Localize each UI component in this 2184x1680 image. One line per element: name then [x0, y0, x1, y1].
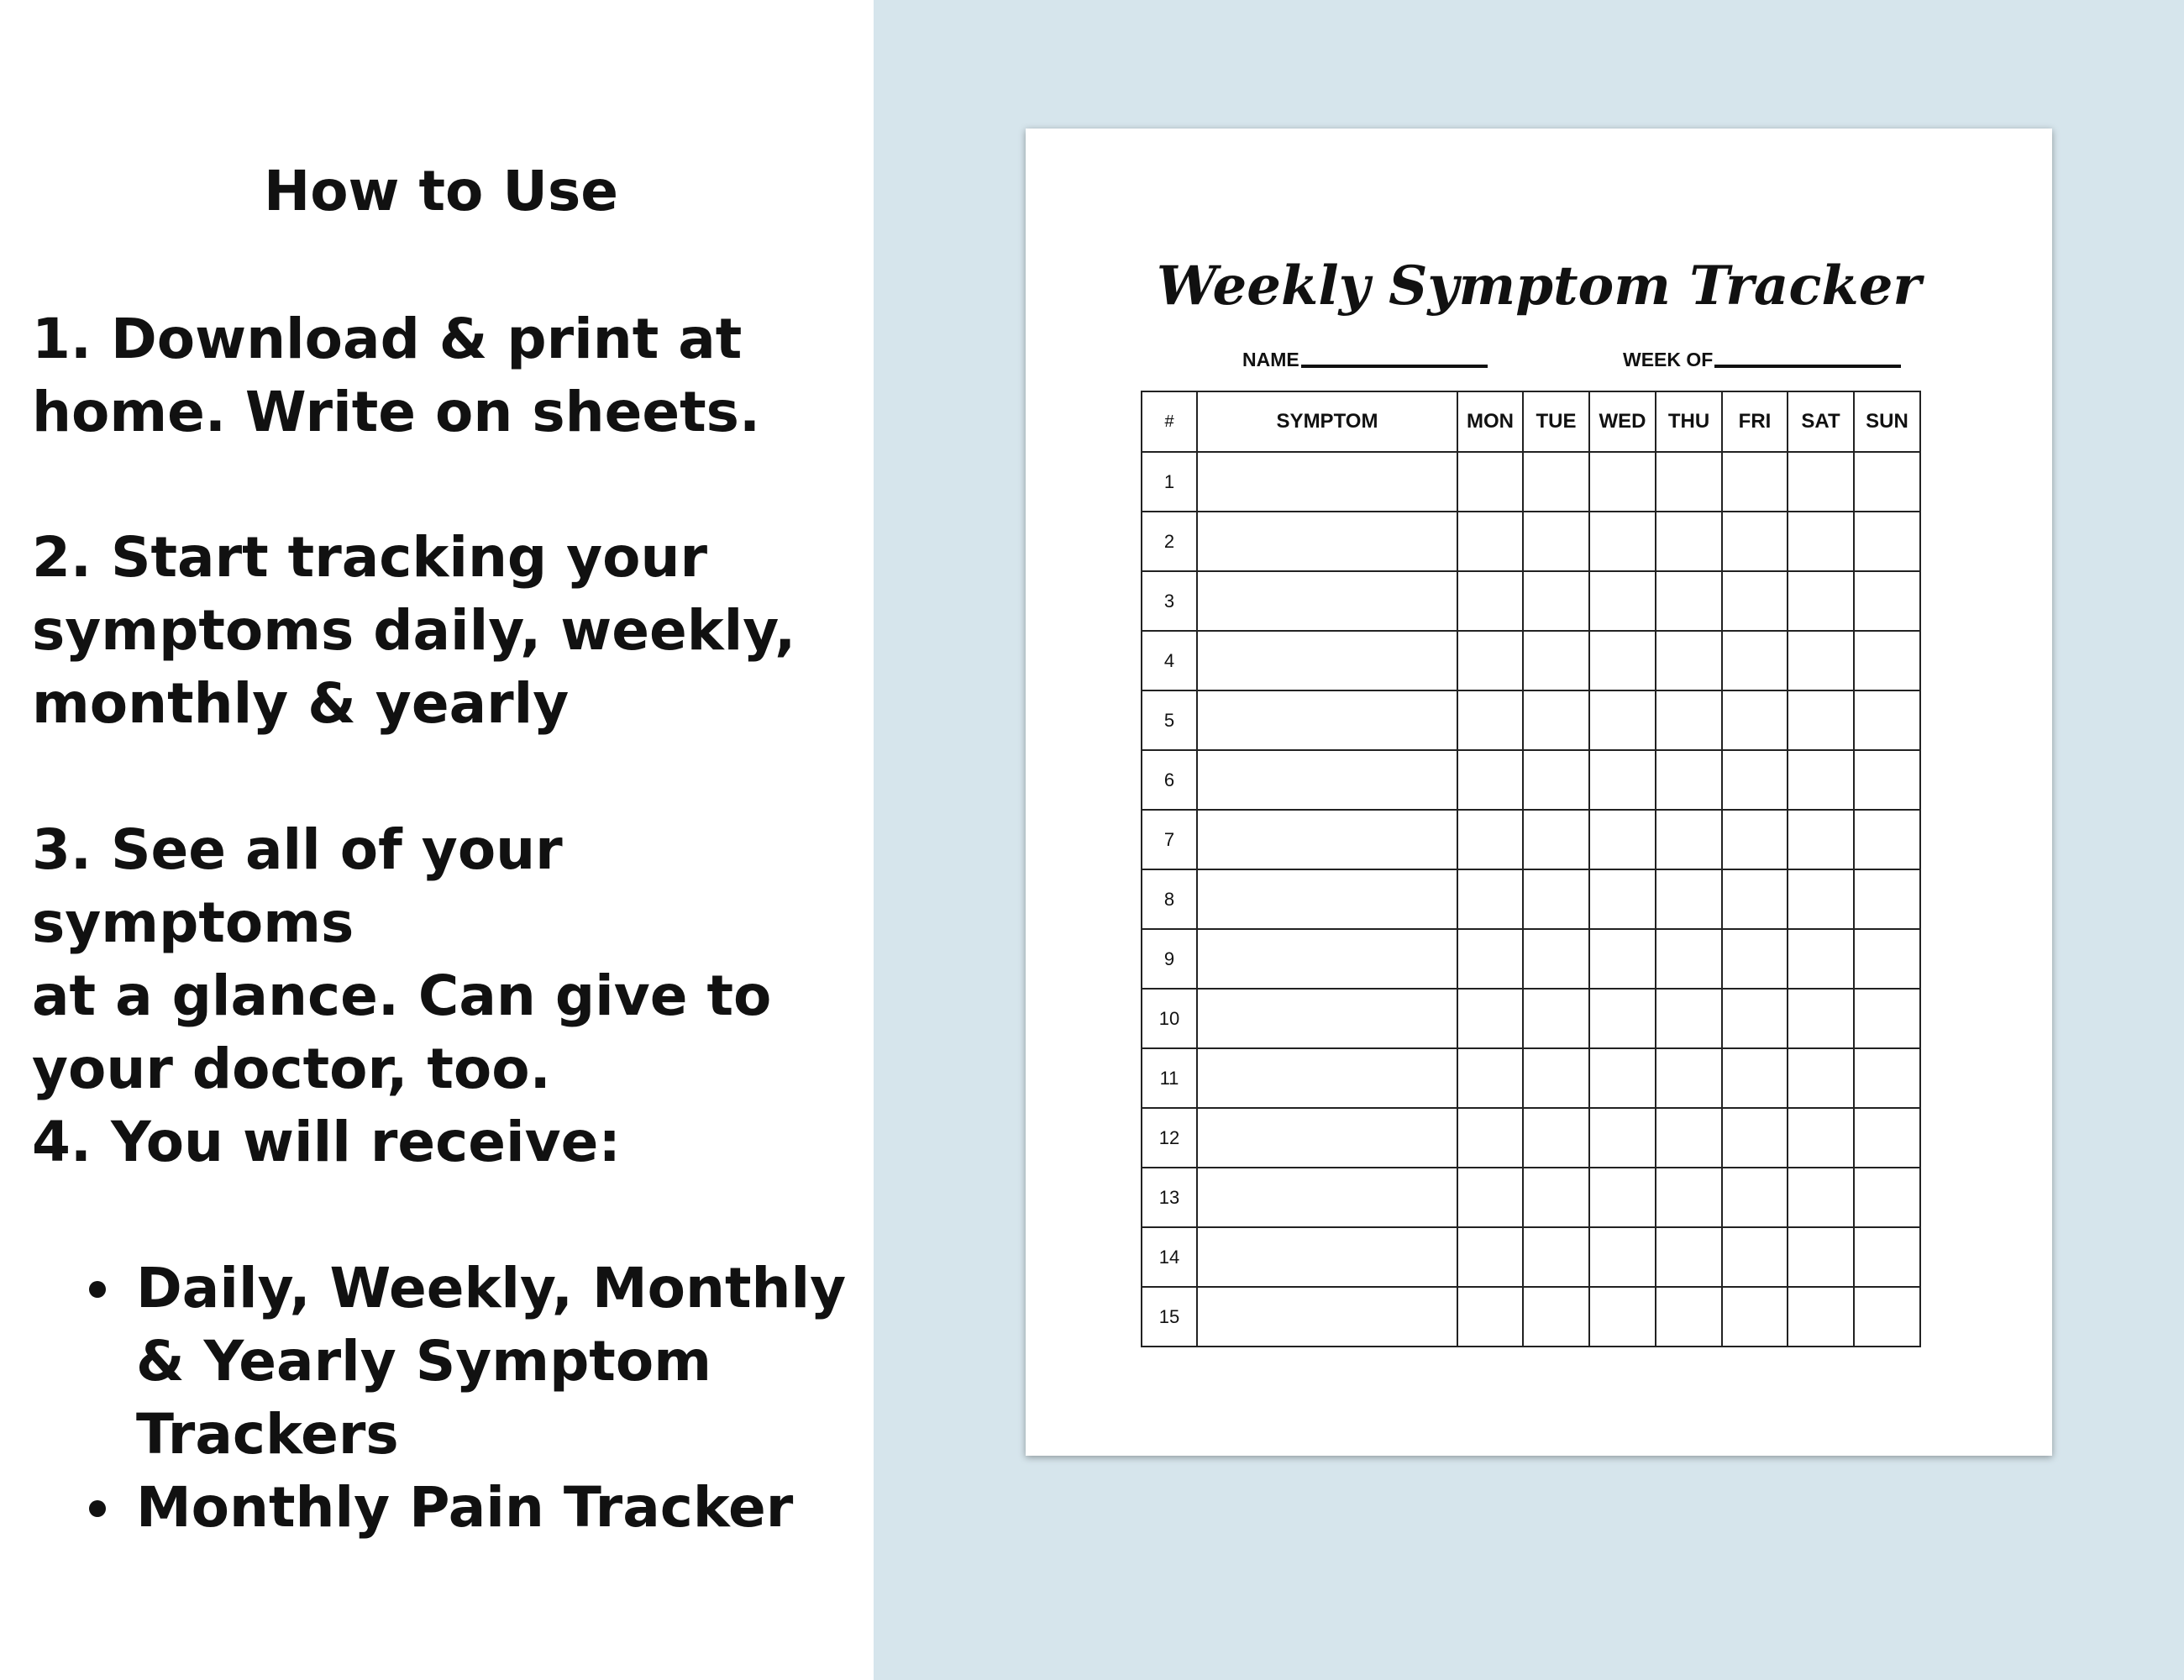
day-cell [1656, 631, 1722, 690]
day-cell [1457, 690, 1523, 750]
table-row [1142, 929, 1920, 989]
day-cell [1589, 869, 1656, 929]
day-cell [1656, 1227, 1722, 1287]
day-cell [1788, 571, 1854, 631]
day-cell [1523, 929, 1589, 989]
row-number: 14 [1142, 1227, 1197, 1287]
symptom-cell [1197, 869, 1457, 929]
day-cell [1722, 1108, 1788, 1168]
symptom-cell [1197, 810, 1457, 869]
row-number: 10 [1142, 989, 1197, 1048]
day-cell [1854, 571, 1920, 631]
week-of-blank-line [1714, 365, 1901, 368]
column-header-symptom: SYMPTOM [1197, 391, 1457, 452]
day-cell [1722, 571, 1788, 631]
bullet-icon [89, 1500, 106, 1517]
table-row [1142, 1108, 1920, 1168]
day-cell [1788, 512, 1854, 571]
day-cell [1722, 690, 1788, 750]
day-cell [1854, 929, 1920, 989]
column-header-sun: SUN [1854, 391, 1920, 452]
table-body [1142, 452, 1920, 1347]
table-header-row [1142, 391, 1920, 452]
day-cell [1523, 631, 1589, 690]
row-number: 11 [1142, 1048, 1197, 1108]
step-line: 4. You will receive: [32, 1110, 621, 1174]
week-of-field [1623, 343, 1901, 371]
table-row [1142, 1048, 1920, 1108]
day-cell [1788, 929, 1854, 989]
symptom-cell [1197, 631, 1457, 690]
day-cell [1788, 1227, 1854, 1287]
table-row [1142, 1287, 1920, 1347]
day-cell [1722, 869, 1788, 929]
day-cell [1788, 1168, 1854, 1227]
day-cell [1589, 810, 1656, 869]
receive-list [84, 1252, 874, 1544]
day-cell [1722, 1287, 1788, 1347]
symptom-cell [1197, 1108, 1457, 1168]
sheet-title: Weekly Symptom Tracker [1156, 255, 1922, 318]
day-cell [1457, 1287, 1523, 1347]
step-line: your doctor, too. [32, 1037, 551, 1101]
day-cell [1656, 750, 1722, 810]
symptom-cell [1197, 1168, 1457, 1227]
row-number: 6 [1142, 750, 1197, 810]
table-row [1142, 512, 1920, 571]
table-row [1142, 571, 1920, 631]
row-number: 7 [1142, 810, 1197, 869]
day-cell [1656, 1108, 1722, 1168]
day-cell [1523, 810, 1589, 869]
day-cell [1854, 750, 1920, 810]
step-line: 1. Download & print at [32, 307, 743, 371]
day-cell [1722, 810, 1788, 869]
day-cell [1589, 512, 1656, 571]
symptom-cell [1197, 1287, 1457, 1347]
day-cell [1788, 1287, 1854, 1347]
day-cell [1656, 929, 1722, 989]
day-cell [1854, 452, 1920, 512]
day-cell [1589, 929, 1656, 989]
day-cell [1788, 1108, 1854, 1168]
day-cell [1523, 571, 1589, 631]
step-3 [32, 813, 872, 1105]
day-cell [1656, 1168, 1722, 1227]
symptom-cell [1197, 690, 1457, 750]
day-cell [1589, 1287, 1656, 1347]
row-number: 9 [1142, 929, 1197, 989]
day-cell [1788, 690, 1854, 750]
day-cell [1457, 929, 1523, 989]
instructions-panel [0, 0, 874, 1680]
day-cell [1589, 750, 1656, 810]
day-cell [1523, 690, 1589, 750]
day-cell [1589, 690, 1656, 750]
symptom-cell [1197, 512, 1457, 571]
symptom-cell [1197, 750, 1457, 810]
day-cell [1523, 512, 1589, 571]
day-cell [1589, 571, 1656, 631]
day-cell [1656, 989, 1722, 1048]
row-number: 8 [1142, 869, 1197, 929]
day-cell [1722, 631, 1788, 690]
day-cell [1523, 750, 1589, 810]
day-cell [1722, 1048, 1788, 1108]
day-cell [1656, 690, 1722, 750]
column-header-mon: MON [1457, 391, 1523, 452]
list-item [84, 1471, 874, 1544]
day-cell [1589, 1227, 1656, 1287]
day-cell [1656, 452, 1722, 512]
symptom-cell [1197, 571, 1457, 631]
symptom-cell [1197, 929, 1457, 989]
day-cell [1854, 1108, 1920, 1168]
bullet-icon [89, 1281, 106, 1298]
day-cell [1523, 869, 1589, 929]
day-cell [1854, 989, 1920, 1048]
day-cell [1656, 512, 1722, 571]
day-cell [1788, 869, 1854, 929]
list-item-line: & Yearly Symptom [136, 1329, 711, 1394]
day-cell [1457, 1227, 1523, 1287]
table-row [1142, 631, 1920, 690]
table-row [1142, 989, 1920, 1048]
day-cell [1854, 869, 1920, 929]
step-line: home. Write on sheets. [32, 380, 761, 444]
symptom-cell [1197, 1048, 1457, 1108]
name-label: NAME [1242, 349, 1299, 370]
table-row [1142, 869, 1920, 929]
day-cell [1589, 989, 1656, 1048]
day-cell [1656, 810, 1722, 869]
step-1 [32, 302, 872, 449]
day-cell [1854, 1048, 1920, 1108]
symptom-cell [1197, 1227, 1457, 1287]
day-cell [1854, 810, 1920, 869]
column-header-tue: TUE [1523, 391, 1589, 452]
step-2 [32, 521, 872, 740]
column-header-number: # [1142, 391, 1197, 452]
name-blank-line [1301, 365, 1488, 368]
day-cell [1457, 810, 1523, 869]
day-cell [1722, 452, 1788, 512]
day-cell [1523, 1168, 1589, 1227]
day-cell [1457, 452, 1523, 512]
day-cell [1523, 1108, 1589, 1168]
day-cell [1854, 690, 1920, 750]
table-row [1142, 1227, 1920, 1287]
day-cell [1656, 869, 1722, 929]
day-cell [1457, 750, 1523, 810]
day-cell [1589, 1108, 1656, 1168]
list-item-line: Daily, Weekly, Monthly [136, 1256, 847, 1320]
day-cell [1854, 1168, 1920, 1227]
day-cell [1589, 452, 1656, 512]
list-item-line: Monthly Pain Tracker [136, 1475, 794, 1540]
table-row [1142, 1168, 1920, 1227]
day-cell [1589, 1168, 1656, 1227]
column-header-wed: WED [1589, 391, 1656, 452]
step-line: 3. See all of your symptoms [32, 817, 563, 955]
symptom-cell [1197, 989, 1457, 1048]
step-4 [32, 1105, 872, 1179]
day-cell [1854, 631, 1920, 690]
day-cell [1722, 750, 1788, 810]
tracker-sheet-preview [1026, 129, 2052, 1456]
day-cell [1722, 1227, 1788, 1287]
table-row [1142, 810, 1920, 869]
how-to-use-title: How to Use [263, 159, 619, 223]
row-number: 1 [1142, 452, 1197, 512]
day-cell [1457, 512, 1523, 571]
name-field [1242, 343, 1488, 371]
day-cell [1589, 631, 1656, 690]
row-number: 12 [1142, 1108, 1197, 1168]
day-cell [1722, 989, 1788, 1048]
table-row [1142, 750, 1920, 810]
day-cell [1788, 452, 1854, 512]
row-number: 5 [1142, 690, 1197, 750]
list-item [84, 1252, 874, 1471]
week-of-label: WEEK OF [1623, 349, 1714, 370]
day-cell [1457, 631, 1523, 690]
day-cell [1523, 1287, 1589, 1347]
day-cell [1722, 512, 1788, 571]
day-cell [1854, 1227, 1920, 1287]
step-line: monthly & yearly [32, 671, 570, 736]
day-cell [1788, 810, 1854, 869]
day-cell [1457, 1168, 1523, 1227]
day-cell [1722, 1168, 1788, 1227]
day-cell [1722, 929, 1788, 989]
column-header-fri: FRI [1722, 391, 1788, 452]
row-number: 4 [1142, 631, 1197, 690]
list-item-line: Trackers [136, 1402, 399, 1467]
step-line: symptoms daily, weekly, [32, 598, 796, 663]
day-cell [1523, 452, 1589, 512]
day-cell [1523, 1048, 1589, 1108]
day-cell [1523, 989, 1589, 1048]
day-cell [1457, 1048, 1523, 1108]
step-line: 2. Start tracking your [32, 525, 708, 590]
day-cell [1788, 989, 1854, 1048]
day-cell [1854, 1287, 1920, 1347]
day-cell [1656, 1287, 1722, 1347]
day-cell [1788, 750, 1854, 810]
day-cell [1656, 571, 1722, 631]
day-cell [1788, 1048, 1854, 1108]
day-cell [1457, 571, 1523, 631]
day-cell [1854, 512, 1920, 571]
table-row [1142, 452, 1920, 512]
step-line: at a glance. Can give to [32, 963, 772, 1028]
row-number: 15 [1142, 1287, 1197, 1347]
column-header-sat: SAT [1788, 391, 1854, 452]
day-cell [1656, 1048, 1722, 1108]
row-number: 2 [1142, 512, 1197, 571]
day-cell [1589, 1048, 1656, 1108]
day-cell [1457, 989, 1523, 1048]
symptom-cell [1197, 452, 1457, 512]
day-cell [1523, 1227, 1589, 1287]
day-cell [1457, 869, 1523, 929]
column-header-thu: THU [1656, 391, 1722, 452]
table-row [1142, 690, 1920, 750]
row-number: 13 [1142, 1168, 1197, 1227]
day-cell [1788, 631, 1854, 690]
row-number: 3 [1142, 571, 1197, 631]
symptom-table [1141, 391, 1921, 1347]
day-cell [1457, 1108, 1523, 1168]
